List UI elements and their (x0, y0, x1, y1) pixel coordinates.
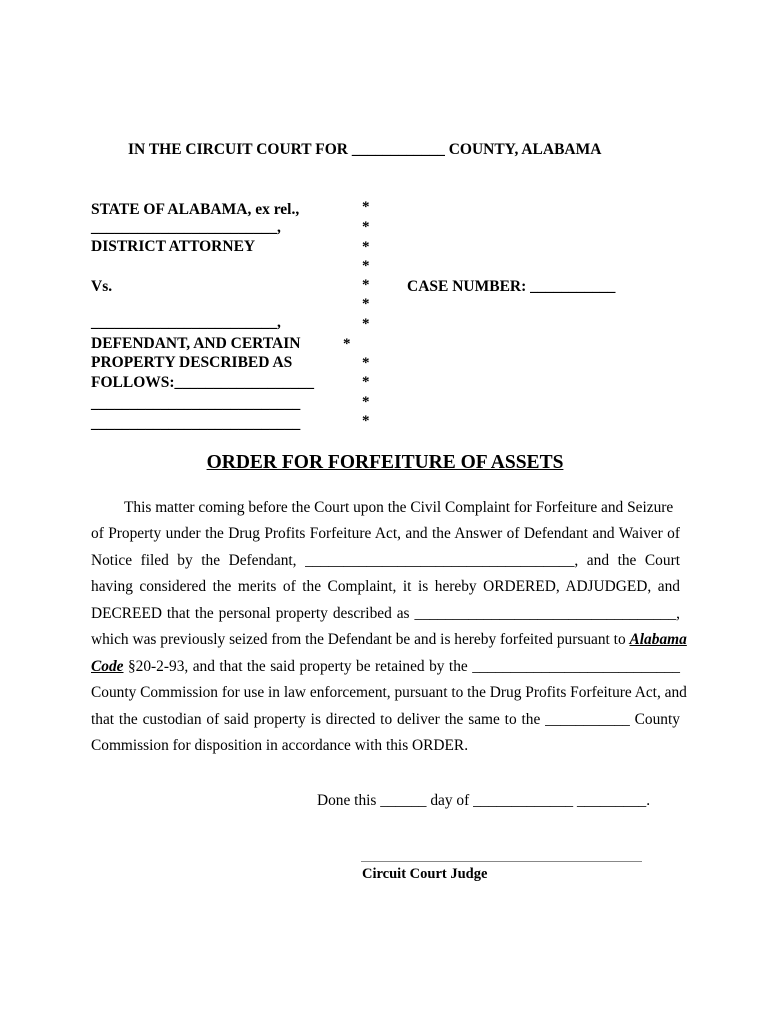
done-mid: day of (430, 792, 470, 809)
signature-line (361, 861, 642, 862)
county-blank: ____________ (351, 141, 445, 158)
body-text: that the custodian of said property is directed to deliver the same to the (91, 711, 541, 728)
caption-star: * (362, 277, 370, 293)
caption-star: * (362, 355, 370, 371)
court-header (128, 141, 601, 159)
body-line-7 (91, 654, 680, 681)
caption-star: * (362, 394, 370, 410)
follows-line (91, 373, 314, 392)
follows-label: FOLLOWS: (91, 374, 175, 391)
month-blank: _____________ (473, 792, 574, 809)
plaintiff-line-1: STATE OF ALABAMA, ex rel., (91, 201, 300, 218)
caption-star: * (362, 374, 370, 390)
year-blank: _________ (576, 792, 647, 809)
defendant-name-blank: ________________________, (91, 314, 281, 331)
body-line-9 (91, 707, 680, 734)
caption-star: * (343, 336, 351, 352)
body-line-6 (91, 627, 687, 654)
day-blank: ______ (380, 792, 427, 809)
body-text: , and the Court (574, 552, 680, 569)
caption-star: * (362, 199, 370, 215)
done-suffix: . (646, 792, 651, 809)
versus-label: Vs. (91, 278, 113, 295)
done-prefix: Done this (317, 792, 377, 809)
body-line-4: having considered the merits of the Complaint, it is hereby ORDERED, ADJUDGED, and (91, 578, 680, 595)
body-text: which was previously seized from the Defendant be and is hereby forfeited pursuant to (91, 631, 626, 648)
plaintiff-name-blank: ________________________, (91, 219, 281, 236)
caption-star: * (362, 219, 370, 235)
body-text: DECREED that the personal property described as (91, 605, 410, 622)
defendant-line-1: DEFENDANT, AND CERTAIN (91, 335, 301, 352)
body-line-8: County Commission for use in law enforcement, pursuant to the Drug Profits Forfeiture Act, and (91, 684, 687, 701)
body-text: §20-2-93, and that the said property be retained by the (127, 658, 468, 675)
follows-blank: __________________ (174, 374, 315, 391)
caption-star: * (362, 239, 370, 255)
property-blank-1: ___________________________ (91, 395, 301, 412)
property-description-field: __________________________________ (414, 605, 677, 622)
defendant-line-2: PROPERTY DESCRIBED AS (91, 354, 293, 371)
county-name-field: ___________________________ (472, 658, 680, 675)
body-text: County (634, 711, 680, 728)
caption-star: * (362, 316, 370, 332)
alabama-emphasis: Alabama (629, 631, 687, 648)
property-blank-2: ___________________________ (91, 415, 301, 432)
body-line-10: Commission for disposition in accordance with this ORDER. (91, 737, 469, 754)
caption-star: * (362, 258, 370, 274)
defendant-name-field: ___________________________________ (305, 552, 575, 569)
case-number-blank: ___________ (530, 278, 616, 295)
court-suffix: COUNTY, ALABAMA (448, 141, 602, 158)
body-line-1: This matter coming before the Court upon the Civil Complaint for Forfeiture and Seizure (124, 499, 674, 516)
case-number (407, 277, 615, 296)
document-title: ORDER FOR FORFEITURE OF ASSETS (206, 452, 564, 473)
body-line-2: of Property under the Drug Profits Forfeiture Act, and the Answer of Defendant and Waiver of (91, 525, 680, 542)
caption-star: * (362, 296, 370, 312)
court-prefix: IN THE CIRCUIT COURT FOR (128, 141, 348, 158)
body-text: , (676, 605, 681, 622)
commission-county-field: ___________ (545, 711, 630, 728)
district-attorney-label: DISTRICT ATTORNEY (91, 238, 256, 255)
case-number-label: CASE NUMBER: (407, 278, 527, 295)
body-line-5 (91, 601, 680, 628)
code-emphasis: Code (91, 658, 124, 675)
body-line-3 (91, 548, 680, 575)
caption-star: * (362, 413, 370, 429)
signature-title: Circuit Court Judge (362, 866, 488, 882)
done-this-line (317, 788, 650, 815)
body-text: Notice filed by the Defendant, (91, 552, 297, 569)
